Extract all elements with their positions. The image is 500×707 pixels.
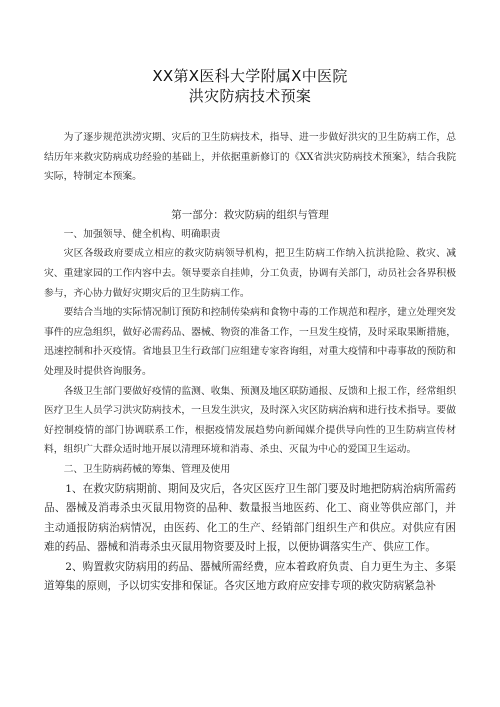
doc-title-line2: 洪灾防病技术预案 xyxy=(188,87,312,105)
section1-heading: 一、加强领导、健全机构、明确职责 xyxy=(63,228,221,240)
section2-paragraph-2: 2、购置救灾防病用的药品、器械所需经费，应本着政府负责、自力更生为主、多渠道筹集的原则，予以切实安排和保证。各灾区地方政府应安排专项的救灾防病紧急补 xyxy=(44,560,456,593)
section2-heading: 二、卫生防病药械的筹集、管理及使用 xyxy=(63,463,231,475)
section2-paragraph-1: 1、在救灾防病期前、期间及灾后，各灾区医疗卫生部门要及时地把防病治病所需药品、器械及消毒杀虫灭鼠用物资的品种、数量报当地医药、化工、商业等供应部门，并主动通报防病治病情况，由医药、化工的生产、经销部门组织生产和供应。对供应有困难的药品、器械和消毒杀虫灭鼠用物资要及时上报，以便协调落实生产、供应工作。 xyxy=(44,482,456,554)
section1-paragraph-1: 灾区各级政府要成立相应的救灾防病领导机构，把卫生防病工作纳入抗洪抢险、救灾、减灾、重建家园的工作内容中去。领导要亲自挂帅，分工负责，协调有关部门，动员社会各界积极参与，齐心协力做好灾期灾后的卫生防病工作。 xyxy=(44,248,456,299)
doc-title-line1: XX第X医科大学附属X中医院 xyxy=(152,67,348,85)
intro-paragraph: 为了逐步规范洪涝灾期、灾后的卫生防病技术，指导、进一步做好洪灾的卫生防病工作，总结历年来救灾防病成功经验的基础上，并依据重新修订的《XX省洪灾防病技术预案》，结合我院实际，特制定本预案。 xyxy=(44,132,456,183)
part1-title: 第一部分：救灾防病的组织与管理 xyxy=(171,208,329,221)
section1-paragraph-2: 要结合当地的实际情况制订预防和控制传染病和食物中毒的工作规范和程序，建立处理突发事件的应急组织，做好必需药品、器械、物资的准备工作，一旦发生疫情，及时采取果断措施，迅速控制和扑灭疫情。省地县卫生行政部门应组建专家咨询组，对重大疫情和中毒事故的预防和处理及时提供咨询服务。 xyxy=(44,307,456,377)
section1-paragraph-3: 各级卫生部门要做好疫情的监测、收集、预测及地区联防通报、反馈和上报工作，经常组织医疗卫生人员学习洪灾防病技术，一旦发生洪灾，及时深入灾区防病治病和进行技术指导。要做好控制疫情的部门协调联系工作，根据疫情发展趋势向新闻媒介提供导向性的卫生防病宣传材料，组织广大群众适时地开展以清理环境和消毒、杀虫、灭鼠为中心的爱国卫生运动。 xyxy=(44,385,456,456)
